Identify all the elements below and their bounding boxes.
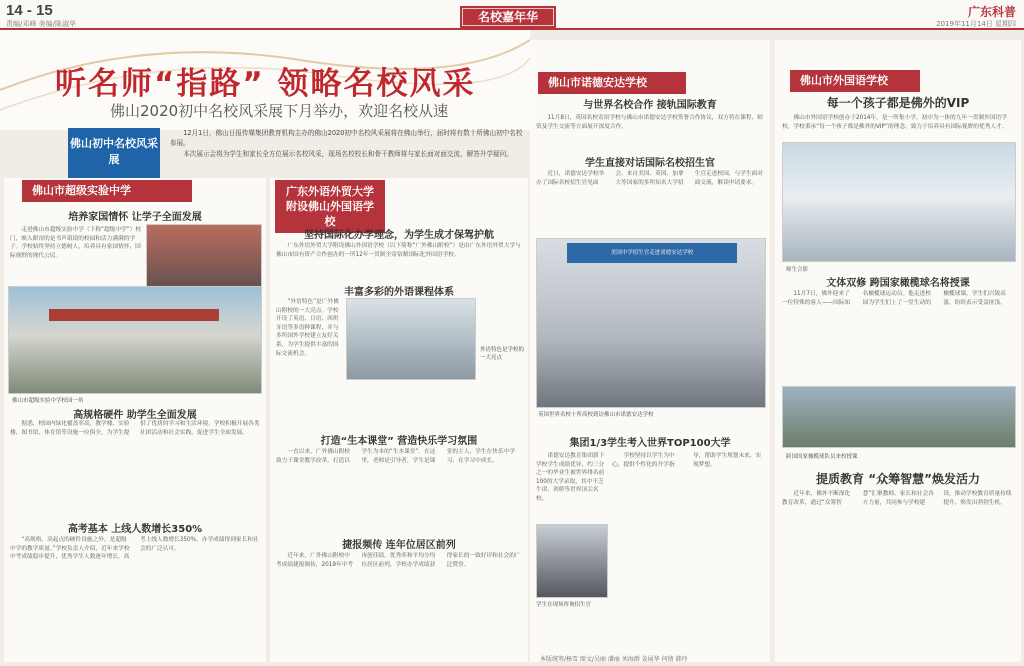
article-heading: 丰富多彩的外语课程体系: [344, 287, 454, 298]
article-lead: [782, 114, 1016, 140]
article-heading: 提质教育 “众筹智慧”焕发活力: [816, 472, 980, 486]
paragraph: 学校坚持以学生为中心，提供个性化的升学指导，帮助学生规划未来，实现梦想。: [612, 453, 762, 468]
article-body: [782, 290, 1016, 386]
photo-caption: 外语特色是学校的一大亮点: [480, 347, 525, 361]
article-heading: 捷报频传 连年位居区前列: [342, 540, 456, 551]
editor-credit: 责编/邓峰 美编/陈淑华: [6, 20, 76, 28]
group-photo: [536, 238, 766, 408]
article-heading: 高考基本 上线人数增长350%: [67, 524, 203, 535]
paragraph: 走进佛山市超级实验中学（下称“超级中学”）校门，映入眼帘的是书声琅琅的校园和活力满满的学子。学校始终坚持立德树人，培养具有家国情怀、国际视野的现代公民。: [10, 227, 142, 259]
photo-caption: 佛山市超级实验中学校园一角: [12, 398, 84, 404]
event-banner: 美国中学招生官走进诺德安达学校: [567, 243, 737, 263]
article-heading: 坚持国际化办学理念，为学生成才保驾护航: [304, 230, 494, 241]
paragraph: 广东外语外贸大学附设佛山外国语学校（以下简称“广外佛山附校”）是由广东外语外贸大学与佛山市国有资产合作创办的一所12年一贯制全寄宿制国际化外国语学校。: [276, 243, 521, 258]
school-building-photo: [8, 286, 262, 394]
paragraph: 11月8日，英国名校寄宿学校与佛山市诺德安达学校签署合作协议，双方将在课程、师资及学生交流等方面展开深度合作。: [536, 115, 763, 130]
article-body: [782, 490, 1016, 652]
paragraph: 近年来，广外佛山附校中考成绩捷报频传，2019年中考再创佳绩，优秀率和平均分均位居区前列，学校办学成绩获得家长的一致好评和社会的广泛赞誉。: [276, 553, 521, 568]
article-heading: 与世界名校合作 接轨国际教育: [583, 100, 717, 111]
intro-paragraph: 12月1日，佛山日报传媒集团教育机构主办的佛山2020初中名校风采展将在佛山举行，届时将有数十所佛山初中名校参展。: [170, 129, 523, 147]
school-banner-gdufs: 广东外语外贸大学 附设佛山外国语学校: [275, 180, 385, 233]
page-footer-credits: 本版统筹/杨雪 图文/吴丽 潘丽 刘海群 姜展华 何倩 韩玲: [540, 656, 688, 663]
school-banner-super: 佛山市超级实验中学: [22, 180, 192, 202]
page-number: 14 - 15: [6, 2, 53, 19]
photo-caption: 师生合影: [786, 267, 809, 273]
paragraph: 近年来，佛外不断深化教育改革，通过“众筹智慧”汇聚教师、家长和社会各方力量，共同参与学校建设，推动学校教育质量持续提升，焕发出勃勃生机。: [782, 491, 1012, 506]
intro-paragraph: 本次展示会将为学生和家长全方位展示名校风采，现场名校校长和骨干教师将与家长面对面交流，解答升学疑问。: [183, 150, 513, 158]
article-heading: 高规格硬件 助学生全面发展: [73, 410, 197, 421]
school-banner-fsfls: 佛山市外国语学校: [790, 70, 920, 92]
intro-text: [170, 128, 525, 160]
article-heading: 每一个孩子都是佛外的VIP: [826, 96, 970, 110]
paragraph: 佛山市外国语学校创办于2014年，是一所集小学、初中为一体的九年一贯制外国语学校，学校秉承“每一个孩子都是佛外的VIP”的理念，致力于培养具有国际视野的优秀人才。: [782, 115, 1008, 130]
photo-caption: 英国世界名校十所高校到访佛山市诺德安达学校: [538, 412, 654, 418]
consultation-photo: [536, 524, 608, 598]
building-sign: [49, 309, 219, 321]
article-body: [10, 420, 262, 516]
paragraph: 诺德安达教育集团旗下学校学生成绩优异，约三分之一的毕业生被世界排名前100的大学录取，其中不乏牛津、剑桥等世界顶尖名校。: [536, 453, 605, 502]
paragraph: 据悉，校园内绿化覆盖率高，教学楼、实验楼、图书馆、体育馆等设施一应俱全，为学生提供了优质的学习和生活环境。学校积极开展各类社团活动和社会实践，促进学生全面发展。: [10, 421, 260, 436]
teachers-students-photo: [782, 142, 1016, 262]
article-body: [536, 170, 766, 236]
article-body: [612, 452, 766, 652]
article-heading: 打造“生本课堂” 营造快乐学习氛围: [320, 436, 478, 447]
section-title-text: 名校嘉年华: [477, 10, 538, 24]
classroom-photo: [346, 298, 476, 380]
article-body: [536, 452, 606, 522]
article-lead: [536, 114, 766, 146]
rugby-class-photo: [782, 386, 1016, 448]
article-heading: 集团1/3学生考入世界TOP100大学: [569, 438, 731, 449]
paragraph: 一直以来，广外佛山附校致力于课堂教学改革，打造以学生为本的“生本课堂”。在这里，老师是引导者，学生是课堂的主人，学生在快乐中学习、在学习中成长。: [276, 449, 515, 464]
article-body: [10, 226, 142, 284]
page-header: [0, 0, 1024, 30]
article-heading: 文体双修 跨国家橄榄球名将授课: [826, 278, 970, 289]
school-banner-nord-anglia: 佛山市诺德安达学校: [538, 72, 686, 94]
main-headline: 听名师“指路” 领略名校风采: [55, 66, 476, 102]
expo-logo: 佛山初中名校风采展: [68, 128, 160, 178]
paragraph: “高规格、高起点的硬件设施之外，是超级中学的教学质量。”学校负责人介绍，近年来学校中考成绩稳步提升，优秀学生人数逐年增长，高考上线人数增长350%，办学成绩得到家长和社会的广泛认可。: [10, 537, 259, 561]
section-title: [460, 6, 556, 28]
article-body: [276, 448, 524, 530]
paragraph: “外语特色”是广外佛山附校的一大亮点。学校开设了英语、日语、西班牙语等多语种课程，并与多所国外学校建立友好关系，为学生提供丰富的国际交流机会。: [276, 299, 339, 357]
article-body: [276, 552, 524, 660]
newspaper-brand: 广东科普: [967, 5, 1016, 19]
photo-caption: 学生在现场咨询招生官: [536, 602, 592, 608]
paragraph: 近日，诺德安达学校举办了国际名校招生官见面会，来自美国、英国、加拿大等国家的多所知名大学招生官走进校园，与学生面对面交流，解读申请要求。: [536, 171, 763, 186]
paragraph: 11月7日，佛外迎来了一位特殊的客人——国际知名橄榄球运动员。他走进校园为学生们上了一堂生动的橄榄球课，学生们兴致高涨，纷纷表示受益匪浅。: [782, 291, 1006, 306]
article-heading: 培养家国情怀 让学子全面发展: [68, 212, 202, 223]
article-body: [10, 536, 262, 660]
article-body: [276, 298, 342, 426]
main-subheadline: 佛山2020初中名校风采展下月举办，欢迎名校从速: [110, 102, 449, 120]
article-heading: 学生直接对话国际名校招生官: [585, 158, 715, 169]
issue-date: 2019年11月14日 星期四: [936, 20, 1016, 28]
article-lead: [276, 242, 524, 270]
photo-caption: 跨国国家橄榄球队员来校授课: [786, 454, 858, 460]
